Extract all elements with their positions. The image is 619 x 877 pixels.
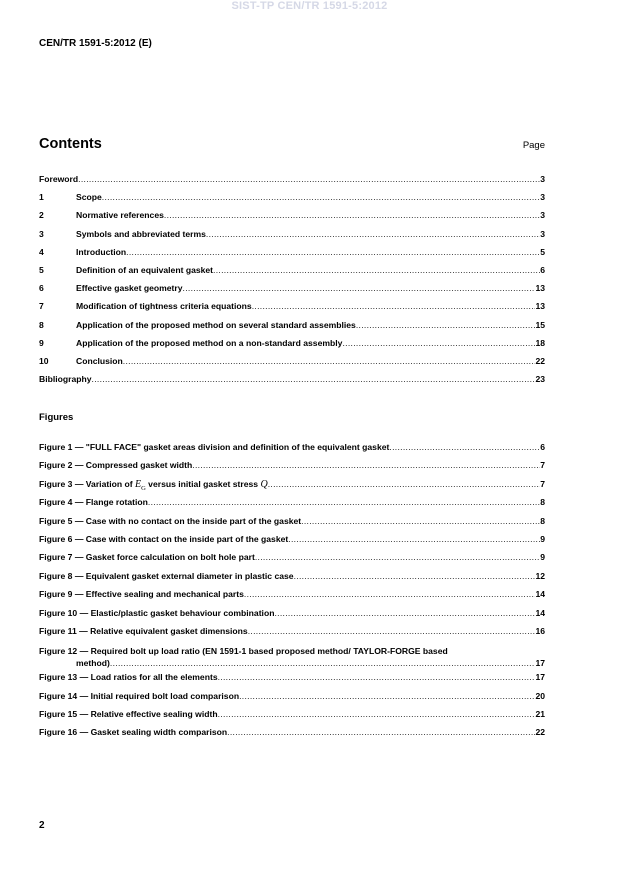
figure-title-continued: method) — [76, 658, 110, 669]
figure-page: 9 — [540, 533, 545, 544]
toc-page: 22 — [535, 355, 545, 366]
figure-entry-6[interactable] — [39, 534, 545, 552]
figure-page: 17 — [535, 658, 545, 669]
toc-title: Symbols and abbreviated terms — [76, 228, 206, 239]
toc-number: 9 — [39, 337, 44, 348]
toc-entry-modification[interactable] — [39, 301, 545, 319]
toc-number: 2 — [39, 210, 44, 221]
toc-entry-standard-assemblies[interactable] — [39, 320, 545, 338]
figure-page: 17 — [535, 672, 545, 683]
figure-title: Figure 9 — Effective sealing and mechanical parts — [39, 589, 244, 600]
figure-page: 12 — [535, 570, 545, 581]
toc-page: 13 — [535, 301, 545, 312]
figure-title: Figure 5 — Case with no contact on the inside part of the gasket — [39, 515, 302, 526]
toc-number: 1 — [39, 192, 44, 203]
toc-entry-normative-references[interactable] — [39, 210, 545, 228]
toc-list — [39, 174, 545, 392]
figure-entry-12[interactable] — [39, 646, 545, 672]
toc-entry-introduction[interactable] — [39, 247, 545, 265]
figure-title: Figure 11 — Relative equivalent gasket dimensions — [39, 625, 248, 636]
figure-entry-9[interactable] — [39, 589, 545, 607]
symbol-q: Q — [260, 478, 268, 490]
toc-title: Modification of tightness criteria equations — [76, 301, 252, 312]
figure-title: Figure 12 — Required bolt up load ratio (EN 1591-1 based proposed method/ TAYLOR-FORGE based — [39, 646, 448, 657]
toc-page: 3 — [540, 210, 545, 221]
figure-title: Figure 3 — Variation of $E_G$ versus initial gasket stress Q — [39, 478, 268, 492]
toc-page: 23 — [535, 374, 545, 385]
figure-page: 7 — [540, 460, 545, 471]
toc-entry-effective-geometry[interactable] — [39, 283, 545, 301]
toc-number: 7 — [39, 301, 44, 312]
toc-number: 4 — [39, 246, 44, 257]
figure-title: Figure 2 — Compressed gasket width — [39, 460, 193, 471]
page-column-label: Page — [522, 140, 545, 151]
figure-page: 16 — [535, 625, 545, 636]
figures-list — [39, 442, 545, 746]
figure-entry-16[interactable] — [39, 727, 545, 745]
toc-title: Normative references — [76, 210, 164, 221]
figure-entry-14[interactable] — [39, 691, 545, 709]
figure-entry-10[interactable] — [39, 608, 545, 626]
figure-title: Figure 8 — Equivalent gasket external diameter in plastic case — [39, 570, 294, 581]
figure-entry-2[interactable] — [39, 460, 545, 478]
figure-title: Figure 7 — Gasket force calculation on bolt hole part — [39, 552, 255, 563]
contents-title: Contents — [39, 136, 102, 152]
figure-entry-1[interactable] — [39, 442, 545, 460]
figures-heading: Figures — [39, 412, 74, 423]
figure-entry-13[interactable] — [39, 672, 545, 690]
toc-title: Definition of an equivalent gasket — [76, 264, 214, 275]
toc-title: Foreword — [39, 174, 79, 184]
toc-page: 5 — [540, 246, 545, 257]
figure-entry-5[interactable] — [39, 516, 545, 534]
figure-title: Figure 15 — Relative effective sealing width — [39, 709, 218, 720]
figure-entry-8[interactable] — [39, 571, 545, 589]
figure-page: 6 — [540, 442, 545, 452]
figure-page: 20 — [535, 690, 545, 701]
document-id: CEN/TR 1591-5:2012 (E) — [39, 38, 152, 49]
figure-entry-7[interactable] — [39, 552, 545, 570]
toc-number: 8 — [39, 319, 44, 330]
toc-title: Introduction — [76, 246, 127, 257]
toc-page: 15 — [535, 319, 545, 330]
toc-entry-bibliography[interactable] — [39, 374, 545, 392]
figure-title: Figure 16 — Gasket sealing width comparison — [39, 727, 228, 738]
toc-title: Scope — [76, 192, 102, 203]
figure-title: Figure 6 — Case with contact on the inside part of the gasket — [39, 533, 289, 544]
toc-entry-definition[interactable] — [39, 265, 545, 283]
figure-page: 21 — [535, 709, 545, 720]
toc-title: Conclusion — [76, 355, 123, 366]
toc-page: 13 — [535, 283, 545, 294]
toc-number: 5 — [39, 264, 44, 275]
toc-entry-conclusion[interactable] — [39, 356, 545, 374]
figure-page: 8 — [540, 515, 545, 526]
toc-number: 10 — [39, 355, 49, 366]
toc-title: Application of the proposed method on several standard assemblies — [76, 319, 356, 330]
figure-title: Figure 4 — Flange rotation — [39, 497, 148, 508]
toc-page: 3 — [540, 228, 545, 239]
figure-page: 14 — [535, 607, 545, 618]
toc-page: 3 — [540, 174, 545, 184]
toc-page: 6 — [540, 264, 545, 275]
figure-page: 14 — [535, 589, 545, 600]
toc-title: Effective gasket geometry — [76, 283, 183, 294]
figure-title: Figure 13 — Load ratios for all the elements — [39, 672, 218, 683]
figure-page: 9 — [540, 552, 545, 563]
figure-page: 8 — [540, 497, 545, 508]
figure-page: 22 — [535, 727, 545, 738]
page-number: 2 — [39, 820, 45, 831]
figure-entry-11[interactable] — [39, 626, 545, 644]
figure-entry-3[interactable] — [39, 479, 545, 497]
toc-page: 3 — [540, 192, 545, 203]
watermark: SIST-TP CEN/TR 1591-5:2012 — [231, 0, 388, 12]
symbol-e-g: $E_G$ — [134, 478, 146, 492]
figure-page: 7 — [540, 478, 545, 489]
toc-entry-symbols[interactable] — [39, 229, 545, 247]
toc-entry-non-standard-assembly[interactable] — [39, 338, 545, 356]
toc-title: Bibliography — [39, 374, 92, 385]
toc-page: 18 — [535, 337, 545, 348]
figure-title: Figure 14 — Initial required bolt load comparison — [39, 690, 240, 701]
toc-number: 6 — [39, 283, 44, 294]
figure-title: Figure 1 — "FULL FACE" gasket areas division and definition of the equivalent gasket — [39, 442, 390, 452]
toc-number: 3 — [39, 228, 44, 239]
figure-title: Figure 10 — Elastic/plastic gasket behaviour combination — [39, 607, 275, 618]
figure-entry-4[interactable] — [39, 497, 545, 515]
toc-title: Application of the proposed method on a non-standard assembly — [76, 337, 343, 348]
toc-entry-scope[interactable] — [39, 192, 545, 210]
toc-entry-foreword[interactable] — [39, 174, 545, 192]
figure-entry-15[interactable] — [39, 709, 545, 727]
